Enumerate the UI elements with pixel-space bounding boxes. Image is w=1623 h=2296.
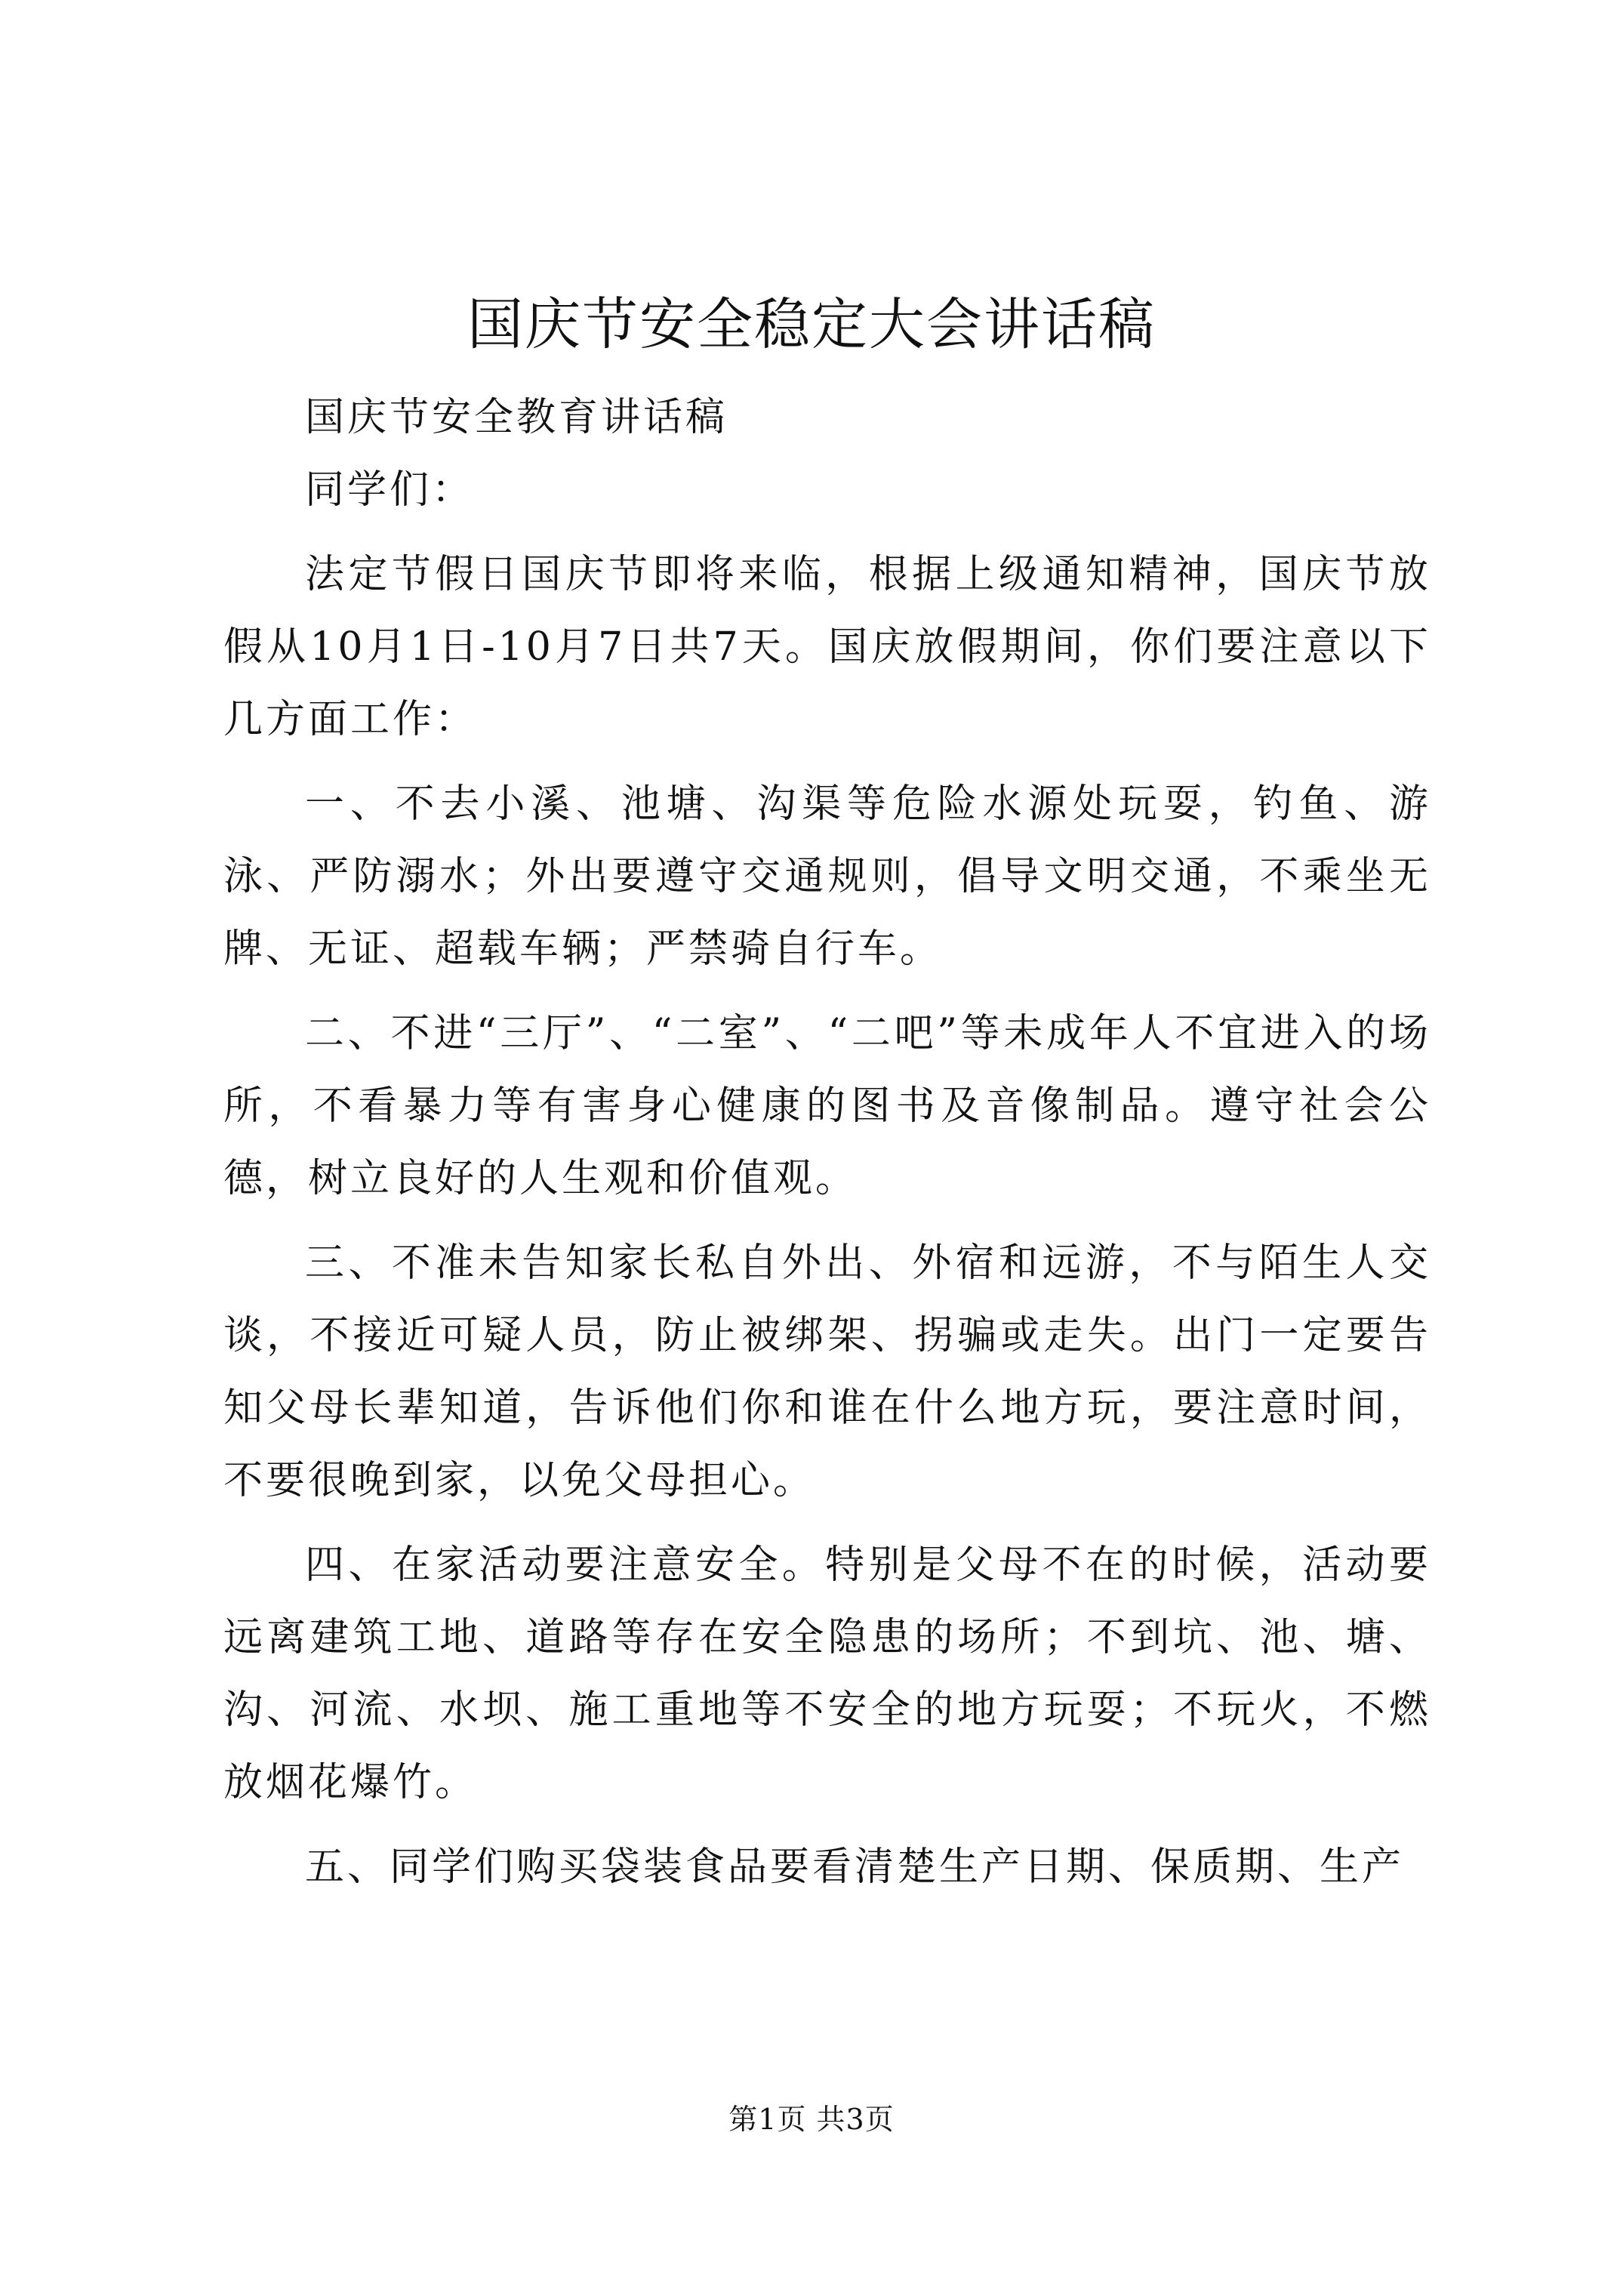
body-paragraph: 二、不进“三厅”、“二室”、“二吧”等未成年人不宜进入的场所，不看暴力等有害身心健康的图书及音像制品。遵守社会公德，树立良好的人生观和价值观。 [223, 1011, 1431, 1201]
body-paragraph: 一、不去小溪、池塘、沟渠等危险水源处玩耍，钓鱼、游泳、严防溺水；外出要遵守交通规则，倡导文明交通，不乘坐无牌、无证、超载车辆；严禁骑自行车。 [223, 781, 1431, 972]
page-number-footer: 第1页 共3页 [728, 2103, 895, 2136]
body-paragraph: 法定节假日国庆节即将来临，根据上级通知精神，国庆节放假从10月1日-10月7日共7天。国庆放假期间，你们要注意以下几方面工作： [223, 552, 1431, 742]
document-subtitle: 国庆节安全教育讲话稿 [305, 395, 728, 440]
greeting-line: 同学们： [305, 467, 475, 513]
body-paragraph: 三、不准未告知家长私自外出、外宿和远游，不与陌生人交谈，不接近可疑人员，防止被绑架、拐骗或走失。出门一定要告知父母长辈知道，告诉他们你和谁在什么地方玩，要注意时间，不要很晚到家，以免父母担心。 [223, 1240, 1431, 1503]
body-paragraph: 五、同学们购买袋装食品要看清楚生产日期、保质期、生产 [305, 1845, 1405, 1890]
body-paragraph: 四、在家活动要注意安全。特别是父母不在的时候，活动要远离建筑工地、道路等存在安全隐患的场所；不到坑、池、塘、沟、河流、水坝、施工重地等不安全的地方玩耍；不玩火，不燃放烟花爆竹。 [223, 1542, 1431, 1805]
document-title: 国庆节安全稳定大会讲话稿 [467, 292, 1156, 357]
document-body [223, 381, 1431, 1903]
